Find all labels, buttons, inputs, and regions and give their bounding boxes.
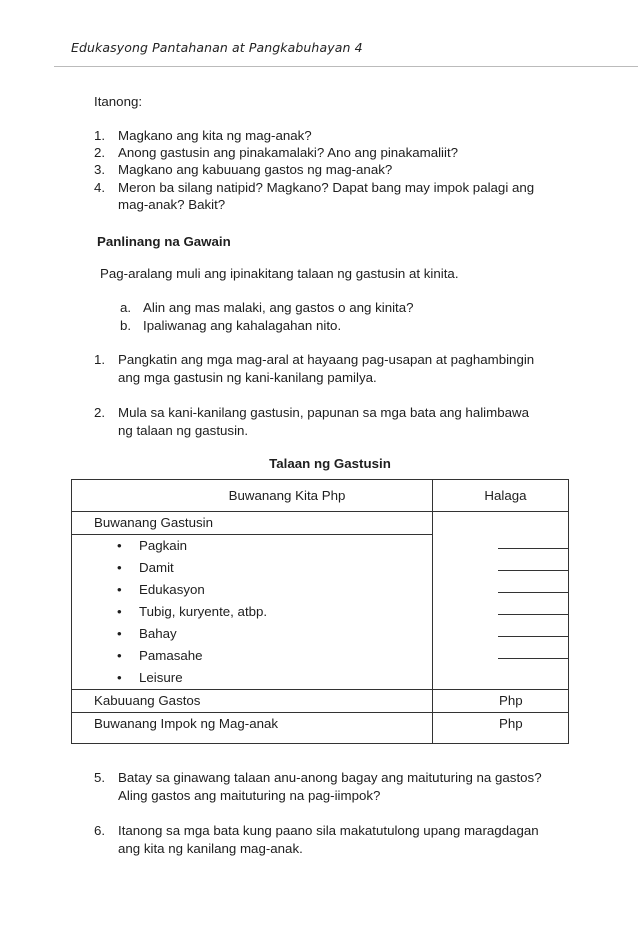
list-item bbox=[72, 535, 432, 557]
step-text-line1: Mula sa kani-kanilang gastusin, papunan sa mga bata ang halimbawa bbox=[118, 405, 529, 420]
step-number: 6. bbox=[94, 823, 106, 838]
table-row bbox=[72, 512, 569, 535]
table-header-row bbox=[72, 480, 569, 512]
expense-item: Edukasyon bbox=[139, 582, 205, 597]
expense-item: Pamasahe bbox=[139, 648, 203, 663]
header-divider bbox=[54, 66, 638, 67]
sub-text: Ipaliwanag ang kahalagahan nito. bbox=[143, 318, 342, 333]
amount-blank[interactable] bbox=[433, 644, 568, 666]
expense-item: Tubig, kuryente, atbp. bbox=[139, 604, 268, 619]
question-number: 4. bbox=[94, 180, 106, 195]
step-text-line1: Pangkatin ang mga mag-aral at hayaang pag-usapan at paghambingin bbox=[118, 352, 535, 367]
bullet: • bbox=[117, 560, 122, 575]
amount-blank[interactable] bbox=[433, 600, 568, 622]
bullet: • bbox=[117, 538, 122, 553]
question-text-line2: mag-anak? Bakit? bbox=[118, 197, 226, 212]
column-header-amount: Halaga bbox=[433, 480, 569, 512]
question-text: Anong gastusin ang pinakamalaki? Ano ang pinakamaliit? bbox=[118, 145, 459, 160]
amount-blank[interactable] bbox=[433, 556, 568, 578]
bullet: • bbox=[117, 648, 122, 663]
list-item bbox=[72, 601, 432, 623]
bullet: • bbox=[117, 604, 122, 619]
itanong-label: Itanong: bbox=[94, 94, 143, 109]
sub-text: Alin ang mas malaki, ang gastos o ang kinita? bbox=[143, 300, 414, 315]
step-text-line1: Itanong sa mga bata kung paano sila makatutulong upang maragdagan bbox=[118, 823, 539, 838]
table-row bbox=[72, 690, 569, 713]
expense-items-cell bbox=[72, 535, 433, 690]
page-header-title: Edukasyong Pantahanan at Pangkabuhayan 4 bbox=[71, 40, 363, 55]
step-text-line2: Aling gastos ang maituturing na pag-iimpok? bbox=[118, 788, 381, 803]
bullet: • bbox=[117, 670, 122, 685]
list-item bbox=[72, 645, 432, 667]
section-label: Buwanang Gastusin bbox=[72, 512, 433, 535]
question-number: 2. bbox=[94, 145, 106, 160]
bullet: • bbox=[117, 626, 122, 641]
expense-item: Bahay bbox=[139, 626, 177, 641]
step-number: 2. bbox=[94, 405, 106, 420]
list-item bbox=[72, 667, 432, 689]
step-text-line2: ang kita ng kanilang mag-anak. bbox=[118, 841, 303, 856]
question-text: Magkano ang kita ng mag-anak? bbox=[118, 128, 312, 143]
expense-item: Damit bbox=[139, 560, 174, 575]
list-item bbox=[72, 557, 432, 579]
step-text-line2: ang mga gastusin ng kani-kanilang pamilya. bbox=[118, 370, 377, 385]
table-title: Talaan ng Gastusin bbox=[269, 456, 391, 471]
amount-blank[interactable] bbox=[433, 534, 568, 556]
section-heading: Panlinang na Gawain bbox=[97, 234, 231, 249]
step-number: 5. bbox=[94, 770, 106, 785]
question-text-line1: Meron ba silang natipid? Magkano? Dapat bang may impok palagi ang bbox=[118, 180, 535, 195]
question-number: 3. bbox=[94, 162, 106, 177]
savings-label: Buwanang Impok ng Mag-anak bbox=[72, 713, 433, 744]
expense-list bbox=[72, 535, 432, 689]
expense-item: Pagkain bbox=[139, 538, 188, 553]
list-item bbox=[72, 623, 432, 645]
column-header-income: Buwanang Kita Php bbox=[72, 480, 433, 512]
step-number: 1. bbox=[94, 352, 106, 367]
step-text-line1: Batay sa ginawang talaan anu-anong bagay ang maituturing na gastos? bbox=[118, 770, 542, 785]
bullet: • bbox=[117, 582, 122, 597]
sub-letter: b. bbox=[120, 318, 132, 333]
question-number: 1. bbox=[94, 128, 106, 143]
step-text-line2: ng talaan ng gastusin. bbox=[118, 423, 249, 438]
list-item bbox=[72, 579, 432, 601]
intro-text: Pag-aralang muli ang ipinakitang talaan ng gastusin at kinita. bbox=[100, 266, 459, 281]
total-value: Php bbox=[433, 690, 569, 713]
amount-blank[interactable] bbox=[433, 622, 568, 644]
total-label: Kabuuang Gastos bbox=[72, 690, 433, 713]
savings-value: Php bbox=[433, 713, 569, 744]
expense-item: Leisure bbox=[139, 670, 183, 685]
expense-table bbox=[71, 479, 569, 744]
amount-blanks bbox=[433, 512, 569, 690]
amount-blank[interactable] bbox=[433, 578, 568, 600]
sub-letter: a. bbox=[120, 300, 132, 315]
table-row bbox=[72, 713, 569, 744]
question-text: Magkano ang kabuuang gastos ng mag-anak? bbox=[118, 162, 393, 177]
